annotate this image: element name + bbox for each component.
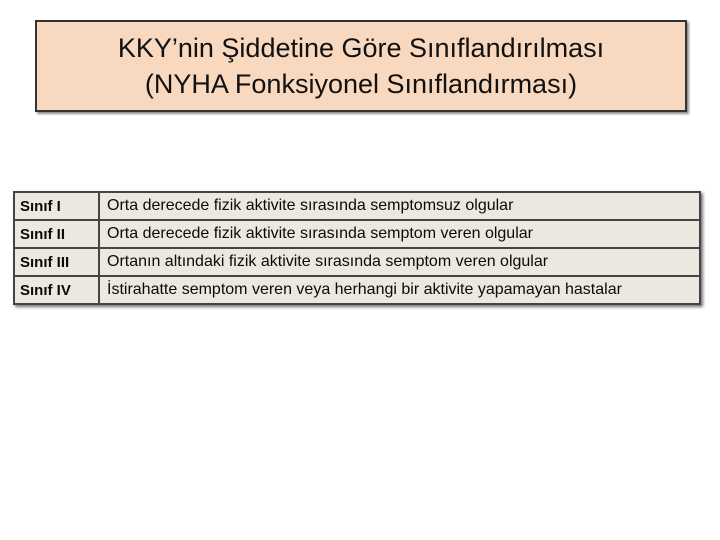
class-label: Sınıf IV	[13, 275, 98, 305]
class-description: Orta derecede fizik aktivite sırasında semptom veren olgular	[98, 219, 701, 247]
class-label: Sınıf I	[13, 191, 98, 219]
table-row	[13, 191, 701, 219]
nyha-classification-table	[13, 191, 701, 305]
table-row	[13, 247, 701, 275]
table-row	[13, 219, 701, 247]
class-description: Orta derecede fizik aktivite sırasında semptomsuz olgular	[98, 191, 701, 219]
title-box	[35, 20, 687, 112]
class-description: İstirahatte semptom veren veya herhangi bir aktivite yapamayan hastalar	[98, 275, 701, 305]
slide-title-line-1: KKY’nin Şiddetine Göre Sınıflandırılması	[117, 33, 605, 63]
class-description: Ortanın altındaki fizik aktivite sırasında semptom veren olgular	[98, 247, 701, 275]
table-row	[13, 275, 701, 305]
class-label: Sınıf III	[13, 247, 98, 275]
slide-title-line-2: (NYHA Fonksiyonel Sınıflandırması)	[144, 69, 578, 99]
class-label: Sınıf II	[13, 219, 98, 247]
